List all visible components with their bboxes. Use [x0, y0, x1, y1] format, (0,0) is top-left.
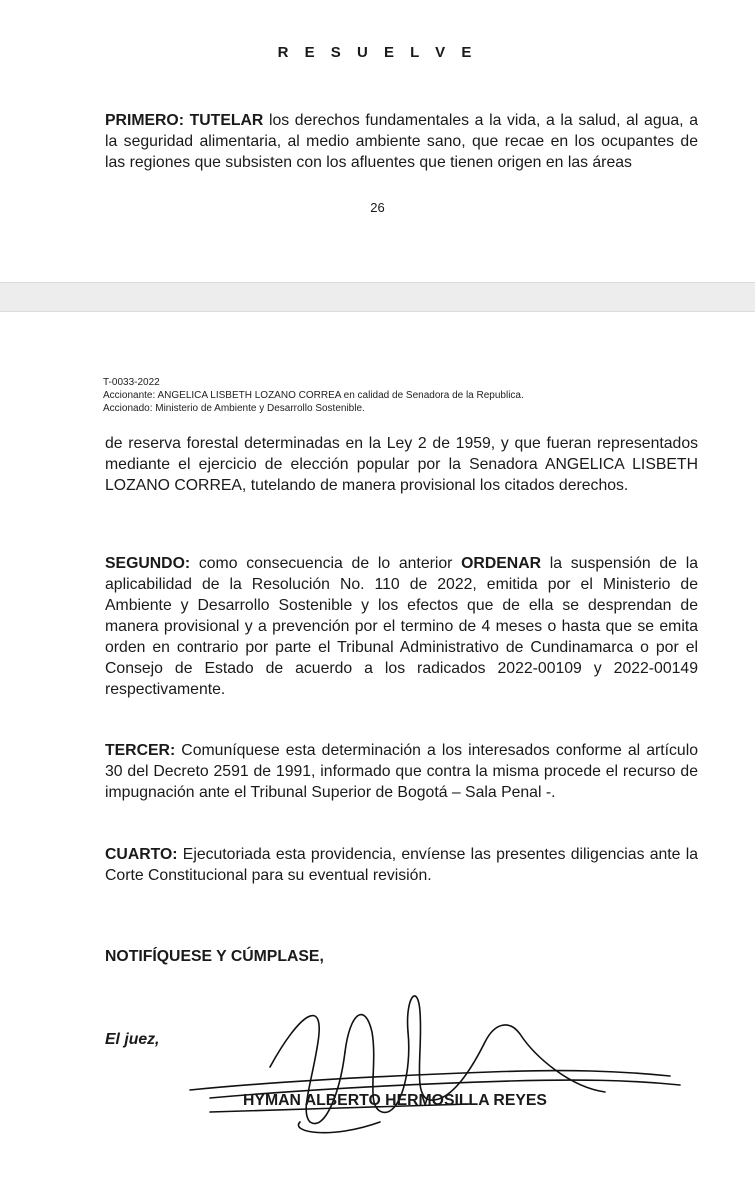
primero-text: los derechos fundamentales a la vida, a la salud, al agua, a la seguridad alimentaria, al medio ambiente sano, que recae en los ocupantes de las regiones que subsisten con los afluentes que tienen origen en las áreas: [105, 112, 698, 171]
segundo-text-b: la suspensión de la aplicabilidad de la Resolución No. 110 de 2022, emitida por el Ministerio de Ambiente y Desarrollo Sostenible y los efectos que de ella se desprendan de manera provisional y a prevención por el termino de 4 meses o hasta que se emita orden en contrario por parte el Tribunal Administrativo de Cundinamarca o por el Consejo de Estado de acuerdo a los radicados 2022-00109 y 2022-00149 respectivamente.: [105, 555, 698, 698]
primero-label: PRIMERO: TUTELAR: [105, 112, 264, 129]
tercer-label: TERCER:: [105, 742, 176, 759]
paragraph-cuarto: [105, 844, 698, 886]
document-page-top: [0, 0, 755, 282]
paragraph-tercer: [105, 740, 698, 803]
page-separator: [0, 282, 755, 312]
segundo-text-a: como consecuencia de lo anterior: [190, 555, 462, 572]
tercer-text: Comuníquese esta determinación a los interesados conforme al artículo 30 del Decreto 2591 de 1991, informado que contra la misma procede el recurso de impugnación ante el Tribunal Superior de Bogotá – Sala Penal -.: [105, 742, 698, 801]
paragraph-primero: [105, 110, 698, 173]
handwritten-signature: [150, 972, 710, 1152]
segundo-label: SEGUNDO:: [105, 555, 191, 572]
signer-title: El juez,: [105, 1031, 160, 1048]
accionado-line: Accionado: Ministerio de Ambiente y Desarrollo Sostenible.: [103, 403, 365, 414]
closing-statement: NOTIFÍQUESE Y CÚMPLASE,: [105, 948, 324, 965]
case-header: [103, 376, 524, 415]
paragraph-continuation: de reserva forestal determinadas en la Ley 2 de 1959, y que fueran representados mediante el ejercicio de elección popular por la Senadora ANGELICA LISBETH LOZANO CORREA, tutelando de manera provisional los citados derechos.: [105, 435, 698, 494]
document-page-main: [0, 312, 755, 1200]
cuarto-label: CUARTO:: [105, 846, 178, 863]
ordenar-keyword: ORDENAR: [461, 555, 542, 572]
case-number: T-0033-2022: [103, 377, 160, 388]
page-number: 26: [370, 200, 385, 215]
signer-name: HYMAN ALBERTO HERMOSILLA REYES: [243, 1092, 547, 1109]
cuarto-text: Ejecutoriada esta providencia, envíense las presentes diligencias ante la Corte Constitucional para su eventual revisión.: [105, 846, 698, 884]
paragraph-segundo: [105, 553, 698, 700]
accionante-line: Accionante: ANGELICA LISBETH LOZANO CORREA en calidad de Senadora de la Republica.: [103, 390, 524, 401]
section-heading: R E S U E L V E: [277, 44, 478, 61]
